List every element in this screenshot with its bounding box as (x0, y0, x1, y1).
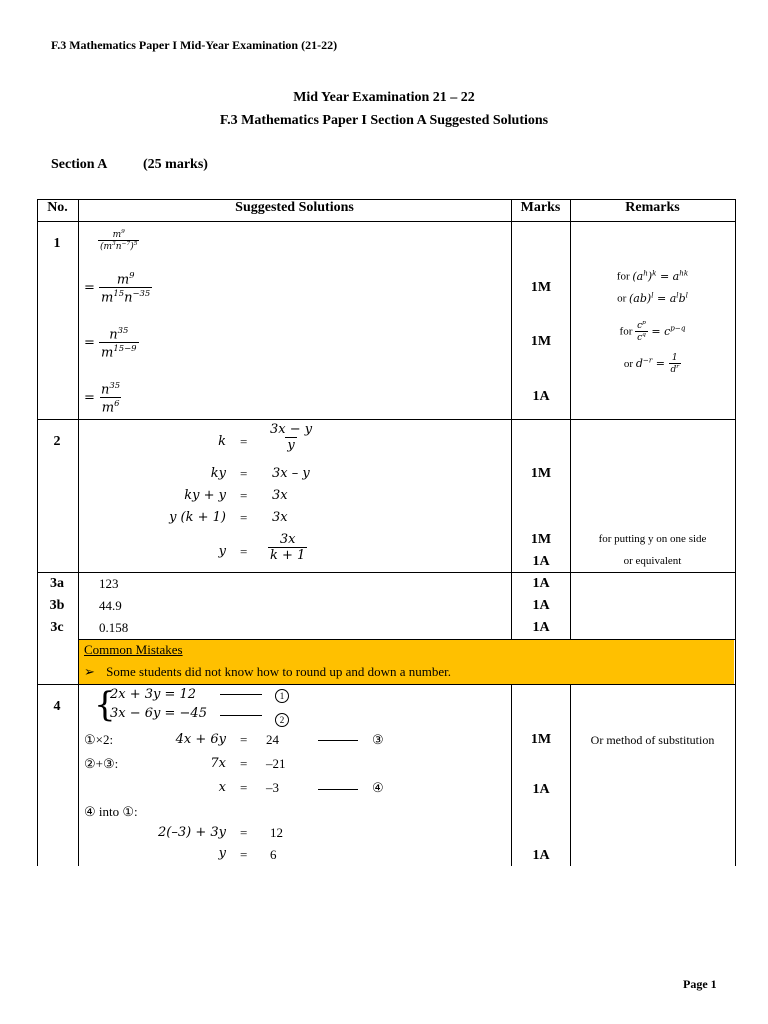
q2-mark-3: 1A (532, 554, 550, 569)
q4-step-eq-1: = (240, 732, 248, 747)
q2-eq-1: = (240, 434, 248, 449)
q2-lhs-4: y (k + 1) (169, 510, 226, 525)
q2-eq-4: = (240, 510, 248, 525)
question-number-2: 2 (53, 434, 61, 449)
q1-step-1: = $\frac{m^9}{m^{15}n^{-35}}$ (84, 270, 151, 306)
section-marks: (25 marks) (143, 157, 208, 172)
q4-step-label-4: ④ into ①: (84, 804, 138, 819)
header-remarks: Remarks (625, 200, 680, 215)
q1-mark-3: 1A (532, 389, 550, 404)
q4-step-rhs-5: 12 (270, 825, 283, 840)
header-solutions: Suggested Solutions (235, 200, 354, 215)
q4-step-eq-5: = (240, 825, 248, 840)
equation-tag-2: 2 (275, 710, 289, 728)
page-title: Mid Year Examination 21 – 22 (293, 90, 475, 105)
q2-rhs-2: 3x – y (272, 466, 310, 481)
q4-step-eq-3: = (240, 780, 248, 795)
q2-lhs-3: ky + y (184, 488, 226, 503)
q4-step-rhs-6: 6 (270, 847, 277, 862)
header-marks: Marks (520, 200, 561, 215)
page-subtitle: F.3 Mathematics Paper I Section A Suggested Solutions (219, 113, 549, 128)
q3a-answer: 123 (99, 576, 119, 591)
q1-mark-2: 1M (530, 334, 552, 349)
q4-step-lhs-1: 4x + 6y (175, 732, 226, 747)
q4-step-eq-6: = (240, 847, 248, 862)
q2-mark-1: 1M (530, 466, 552, 481)
question-number-3b: 3b (49, 598, 65, 613)
q4-mark-1: 1M (530, 732, 552, 747)
q2-lhs-5: y (218, 544, 226, 559)
q3c-answer: 0.158 (99, 620, 129, 635)
q2-eq-3: = (240, 488, 248, 503)
common-mistakes-title: Common Mistakes (84, 642, 183, 657)
q1-expression: $\frac{m^9}{(m^3n^{-7})^5}$ (100, 229, 138, 252)
q4-mark-3: 1A (532, 848, 550, 863)
q2-lhs-1: k (218, 434, 226, 449)
q3b-answer: 44.9 (99, 598, 122, 613)
q4-step-tag-3: ④ (372, 780, 384, 795)
q2-rhs-3: 3x (272, 488, 288, 503)
q2-remark-2: or equivalent (623, 555, 682, 567)
question-number-1: 1 (53, 236, 61, 251)
common-mistake-item (84, 664, 451, 680)
q4-step-lhs-6: y (218, 846, 226, 861)
q4-step-tag-1: ③ (372, 732, 384, 747)
q2-rhs-1: $\frac{3x - y}{y}$ (270, 422, 313, 453)
q2-lhs-2: ky (210, 466, 226, 481)
question-number-4: 4 (53, 699, 61, 714)
header-no: No. (47, 200, 68, 215)
q1-step-3: = $\frac{n^{35}}{m^6}$ (84, 380, 121, 416)
question-number-3a: 3a (50, 576, 64, 591)
q4-step-label-2: ②+③: (84, 756, 119, 771)
q2-mark-2: 1M (530, 532, 552, 547)
q1-remark-4: or $d^{-r}$ = $\frac{1}{d^r}$ (623, 353, 680, 375)
q4-step-lhs-5: 2(–3) + 3y (158, 825, 226, 840)
common-mistake-text: Some students did not know how to round up and down a number. (106, 664, 451, 679)
q2-rhs-4: 3x (272, 510, 288, 525)
q2-eq-5: = (240, 544, 248, 559)
q4-remark: Or method of substitution (590, 733, 715, 747)
system-brace: { (94, 685, 116, 725)
q1-remark-2: or $(ab)^l = a^lb^l$ (617, 290, 688, 305)
q3c-mark: 1A (532, 620, 550, 635)
q1-remark-1: for $(a^h)^k = a^{hk}$ (616, 268, 689, 283)
q2-remark-1: for putting y on one side (598, 533, 707, 545)
page-number: Page 1 (683, 977, 717, 991)
q2-eq-2: = (240, 466, 248, 481)
q4-mark-2: 1A (532, 782, 550, 797)
q1-mark-1: 1M (530, 280, 552, 295)
q3b-mark: 1A (532, 598, 550, 613)
common-mistakes-banner (79, 640, 734, 684)
q1-remark-3: for $\frac{c^p}{c^q}$ = $c^{p-q}$ (619, 320, 686, 343)
running-header: F.3 Mathematics Paper I Mid-Year Examination (21-22) (51, 38, 338, 52)
q4-step-label-1: ①×2: (84, 732, 114, 747)
section-name: Section A (51, 157, 108, 172)
q2-rhs-5: $\frac{3x}{k + 1}$ (270, 532, 306, 563)
q3a-mark: 1A (532, 576, 550, 591)
question-number-3c: 3c (50, 620, 64, 635)
q4-step-rhs-1: 24 (266, 732, 279, 747)
q1-step-2: = $\frac{n^{35}}{m^{15-9}}$ (84, 325, 137, 361)
q4-step-lhs-2: 7x (210, 756, 226, 771)
q4-step-eq-2: = (240, 756, 248, 771)
q4-step-rhs-3: –3 (266, 780, 279, 795)
q4-step-lhs-3: x (218, 780, 226, 795)
q4-equation-1: 2x + 3y = 12 (110, 687, 197, 702)
equation-tag-1: 1 (275, 686, 289, 704)
q4-equation-2: 3x − 6y = −45 (110, 706, 207, 721)
bullet-arrow-icon: ➢ (84, 664, 95, 679)
q4-step-rhs-2: –21 (266, 756, 286, 771)
